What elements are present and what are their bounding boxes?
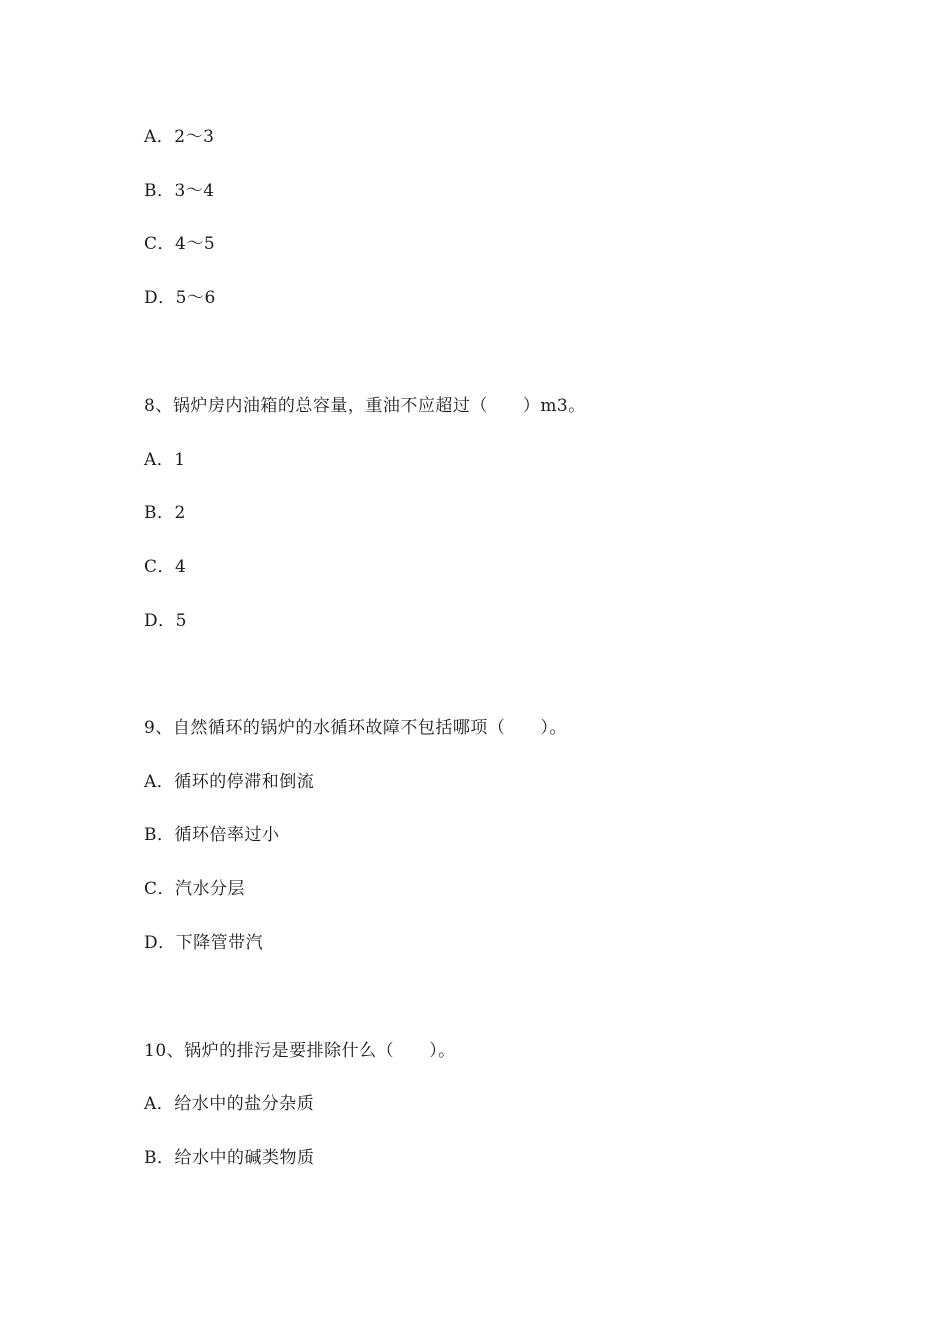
q10-option-a: A．给水中的盐分杂质 [144, 1094, 315, 1114]
q9-option-b: B．循环倍率过小 [144, 825, 280, 845]
q9-option-c: C．汽水分层 [144, 879, 246, 899]
q7-option-a: A．2～3 [144, 127, 215, 147]
q9-option-a: A．循环的停滞和倒流 [144, 772, 315, 792]
q8-option-c: C．4 [144, 557, 187, 577]
q10-question: 10、锅炉的排污是要排除什么（ ）。 [144, 1041, 456, 1061]
q7-option-d: D．5～6 [144, 288, 216, 308]
q10-option-b: B．给水中的碱类物质 [144, 1148, 315, 1168]
q9-question: 9、自然循环的锅炉的水循环故障不包括哪项（ ）。 [144, 718, 567, 738]
q8-question: 8、锅炉房内油箱的总容量，重油不应超过（ ）m3。 [144, 396, 586, 416]
q9-option-d: D．下降管带汽 [144, 933, 264, 953]
q7-option-c: C．4～5 [144, 234, 216, 254]
q8-option-a: A．1 [144, 450, 186, 470]
q8-option-b: B．2 [144, 503, 186, 523]
q7-option-b: B．3～4 [144, 181, 215, 201]
q8-option-d: D．5 [144, 611, 187, 631]
